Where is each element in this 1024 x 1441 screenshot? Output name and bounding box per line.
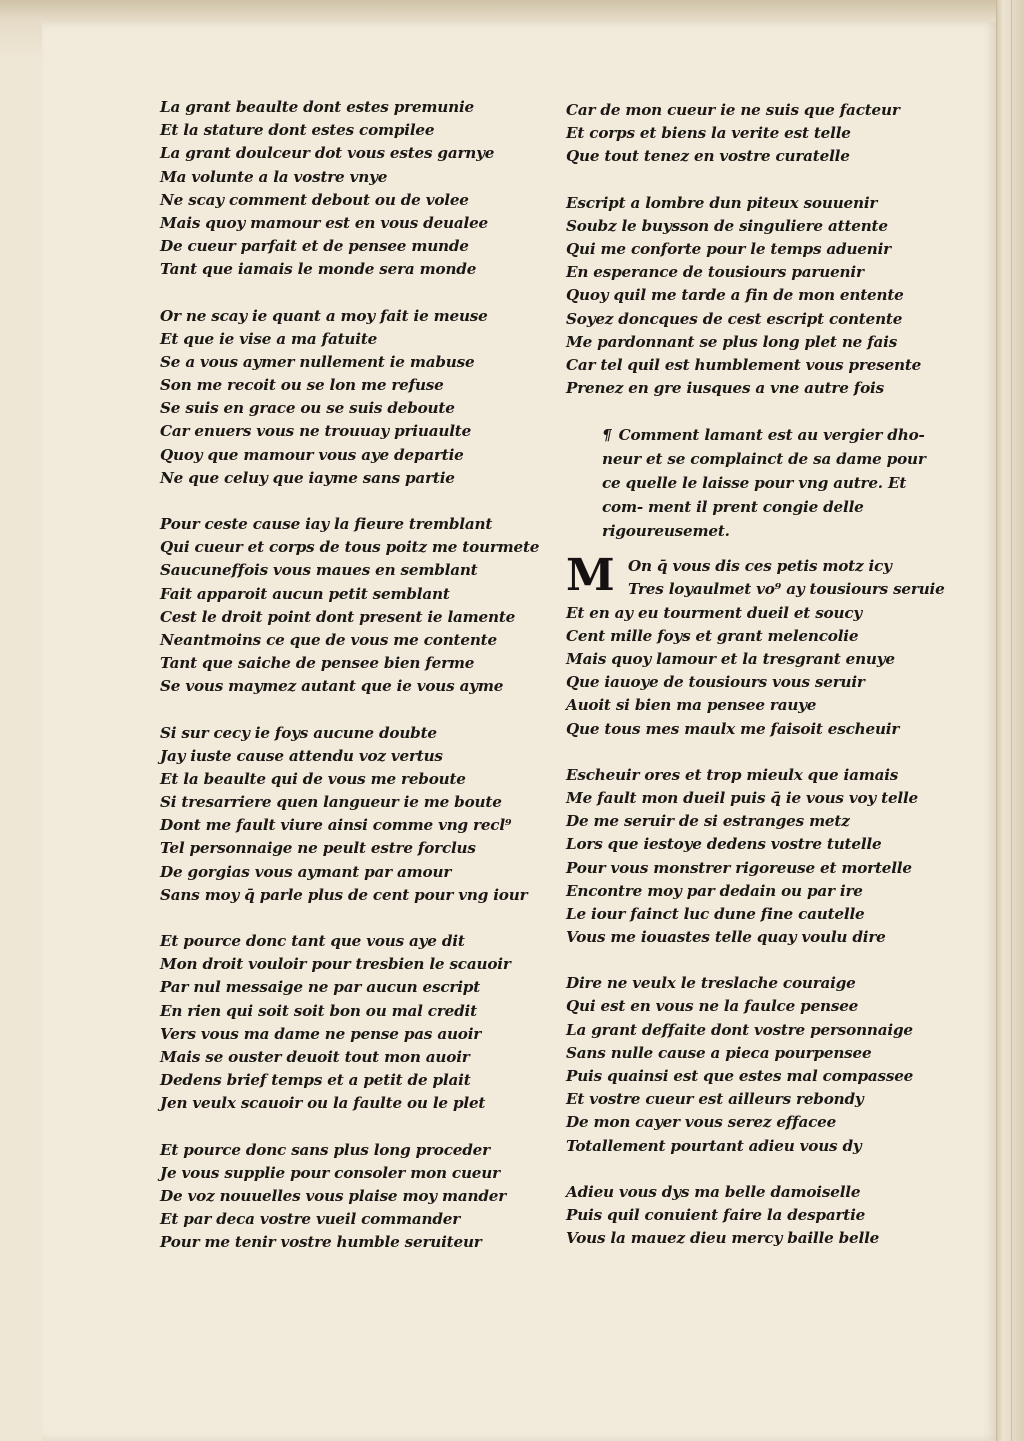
verse-line: Me pardonnant se plus long plet ne fais [566,332,898,351]
verse-line: Or ne scay ie quant a moy fait ie meuse [160,306,488,325]
verse-line: Si sur cecy ie foys aucune doubte [160,723,437,742]
verse-line: Escript a lombre dun piteux souuenir [566,193,878,212]
verse-line: De mon cayer vous serez effacee [566,1113,837,1132]
stanza [566,192,956,401]
show-through-text [545,92,550,110]
verse-line: Et pource donc sans plus long proceder [160,1140,490,1159]
verse-line: Me fault mon dueil puis q̄ ie vous voy telle [566,788,919,807]
verse-line: Sans nulle cause a pieca pourpensee [566,1043,872,1062]
verse-line: Saucuneffois vous maues en semblant [160,561,478,580]
verse-line: Vous la mauez dieu mercy baille belle [566,1229,880,1248]
verse-line: En rien qui soit soit bon ou mal credit [160,1001,477,1020]
verse-line: Pour ceste cause iay la fieure tremblant [160,515,493,533]
verse-line: Et en ay eu tourment dueil et soucy [566,603,862,622]
initial-stanza-lines [566,555,956,741]
verse-line: Se vous maymez autant que ie vous ayme [160,677,504,696]
verse-line: Vous me iouastes telle quay voulu dire [566,928,886,947]
verse-line: Quoy quil me tarde a fin de mon entente [566,286,904,305]
stanza [160,930,545,1116]
verse-line: Tres loyaulmet vo⁹ ay tousiours seruie [628,580,945,599]
stanza [566,972,956,1158]
stanza [160,96,545,282]
stanza-with-initial [566,550,956,741]
verse-line: Puis quainsi est que estes mal compassee [566,1067,914,1085]
verse-line: Jay iuste cause attendu voz vertus [160,746,443,765]
left-column [160,96,545,1277]
verse-line: Encontre moy par dedain ou par ire [566,881,863,900]
verse-line: Auoit si bien ma pensee rauye [566,696,817,715]
verse-line: Dedens brief temps et a petit de plait [160,1071,471,1090]
stanza [566,1181,956,1251]
verse-line: Par nul messaige ne par aucun escript [160,978,481,997]
verse-line: Mais quoy lamour et la tresgrant enuye [566,650,895,668]
verse-line: Mon droit vouloir pour tresbien le scauoir [160,955,511,974]
verse-line: Que iauoye de tousiours vous seruir [566,673,865,692]
verse-line: Se suis en grace ou se suis deboute [160,399,455,418]
stanza [566,764,956,950]
verse-line: Fait apparoit aucun petit semblant [160,584,450,603]
verse-line: Adieu vous dys ma belle damoiselle [566,1182,861,1201]
stanza [160,513,545,699]
verse-line: Dire ne veulx le treslache couraige [566,974,856,993]
verse-line: Se a vous aymer nullement ie mabuse [160,352,475,371]
verse-line: Ne scay comment debout ou de volee [160,190,469,209]
section-heading [602,423,947,543]
decorated-initial: M [566,550,615,602]
verse-line: Puis quil conuient faire la despartie [566,1205,866,1224]
verse-line: Cest le droit point dont present ie lamente [160,607,516,626]
verse-line: Totallement pourtant adieu vous dy [566,1136,862,1155]
verse-line: Prenez en gre iusques a vne autre fois [566,379,884,398]
verse-line: Pour me tenir vostre humble seruiteur [160,1233,482,1252]
verse-line: Et la stature dont estes compilee [160,121,435,140]
verse-line: De me seruir de si estranges metz [566,812,850,831]
verse-line: Son me recoit ou se lon me refuse [160,376,444,395]
verse-line: Et la beaulte qui de vous me reboute [160,769,466,788]
verse-line: Et pource donc tant que vous aye dit [160,932,465,950]
right-column [566,99,956,1273]
verse-line: Soubz le buysson de singuliere attente [566,216,888,235]
verse-line: La grant beaulte dont estes premunie [160,98,475,116]
verse-line: Mais quoy mamour est en vous deualee [160,213,489,232]
verse-line: Car de mon cueur ie ne suis que facteur [566,101,900,119]
verse-line: On q̄ vous dis ces petis motz icy [628,557,892,576]
verse-line: Vers vous ma dame ne pense pas auoir [160,1024,482,1043]
verse-line: Et vostre cueur est ailleurs rebondy [566,1090,864,1109]
verse-line: La grant doulceur dot vous estes garnye [160,144,495,163]
verse-line: Mais se ouster deuoit tout mon auoir [160,1047,470,1066]
verse-line: De voz nouuelles vous plaise moy mander [160,1186,507,1205]
paragraph-mark: ¶ [602,426,612,445]
verse-line: Si tresarriere quen langueur ie me boute [160,793,502,812]
verse-line: Dont me fault viure ainsi comme vng recl⁹ [160,816,512,835]
verse-line: Tant que saiche de pensee bien ferme [160,654,475,673]
verse-line: Sans moy q̄ parle plus de cent pour vng iour [160,885,528,904]
verse-line: Et corps et biens la verite est telle [566,124,851,143]
facing-page-edge [996,0,1024,1441]
verse-line: Et par deca vostre vueil commander [160,1210,460,1229]
verse-line: Le iour fainct luc dune fine cautelle [566,904,865,923]
verse-line: Je vous supplie pour consoler mon cueur [160,1163,500,1182]
section-heading-text: Comment lamant est au vergier dho- neur et se complainct de sa dame pour ce quelle le laisse pour vng autre. Et com- ment il prent congie delle rigoureusemet. [602,426,926,541]
verse-line: Qui est en vous ne la faulce pensee [566,997,859,1016]
verse-line: De gorgias vous aymant par amour [160,862,452,881]
verse-line: Tant que iamais le monde sera monde [160,260,477,279]
verse-line: Jen veulx scauoir ou la faulte ou le plet [160,1094,486,1113]
verse-line: Pour vous monstrer rigoreuse et mortelle [566,858,912,877]
stanza [160,722,545,908]
verse-line: Que tout tenez en vostre curatelle [566,147,850,166]
verse-line: Car tel quil est humblement vous presente [566,355,922,374]
verse-line: Tel personnaige ne peult estre forclus [160,839,476,858]
verse-line: Et que ie vise a ma fatuite [160,329,378,348]
verse-line: Qui cueur et corps de tous poitz me tourmete [160,538,540,557]
verse-line: Neantmoins ce que de vous me contente [160,630,497,649]
verse-line: Car enuers vous ne trouuay priuaulte [160,422,472,441]
stanza [160,1139,545,1255]
verse-line: Ne que celuy que iayme sans partie [160,468,455,487]
verse-line: Lors que iestoye dedens vostre tutelle [566,835,882,854]
verse-line: Soyez doncques de cest escript contente [566,309,903,328]
verse-line: De cueur parfait et de pensee munde [160,237,469,256]
stanza [566,99,956,169]
verse-line: La grant deffaite dont vostre personnaige [566,1020,913,1039]
verse-line: Qui me conforte pour le temps aduenir [566,239,891,258]
verse-line: En esperance de tousiours paruenir [566,263,864,282]
verse-line: Cent mille foys et grant melencolie [566,626,859,645]
verse-line: Que tous mes maulx me faisoit escheuir [566,719,900,738]
verse-line: Quoy que mamour vous aye departie [160,445,464,464]
verse-line: Ma volunte a la vostre vnye [160,167,388,186]
stanza [160,305,545,491]
verse-line: Escheuir ores et trop mieulx que iamais [566,765,899,784]
